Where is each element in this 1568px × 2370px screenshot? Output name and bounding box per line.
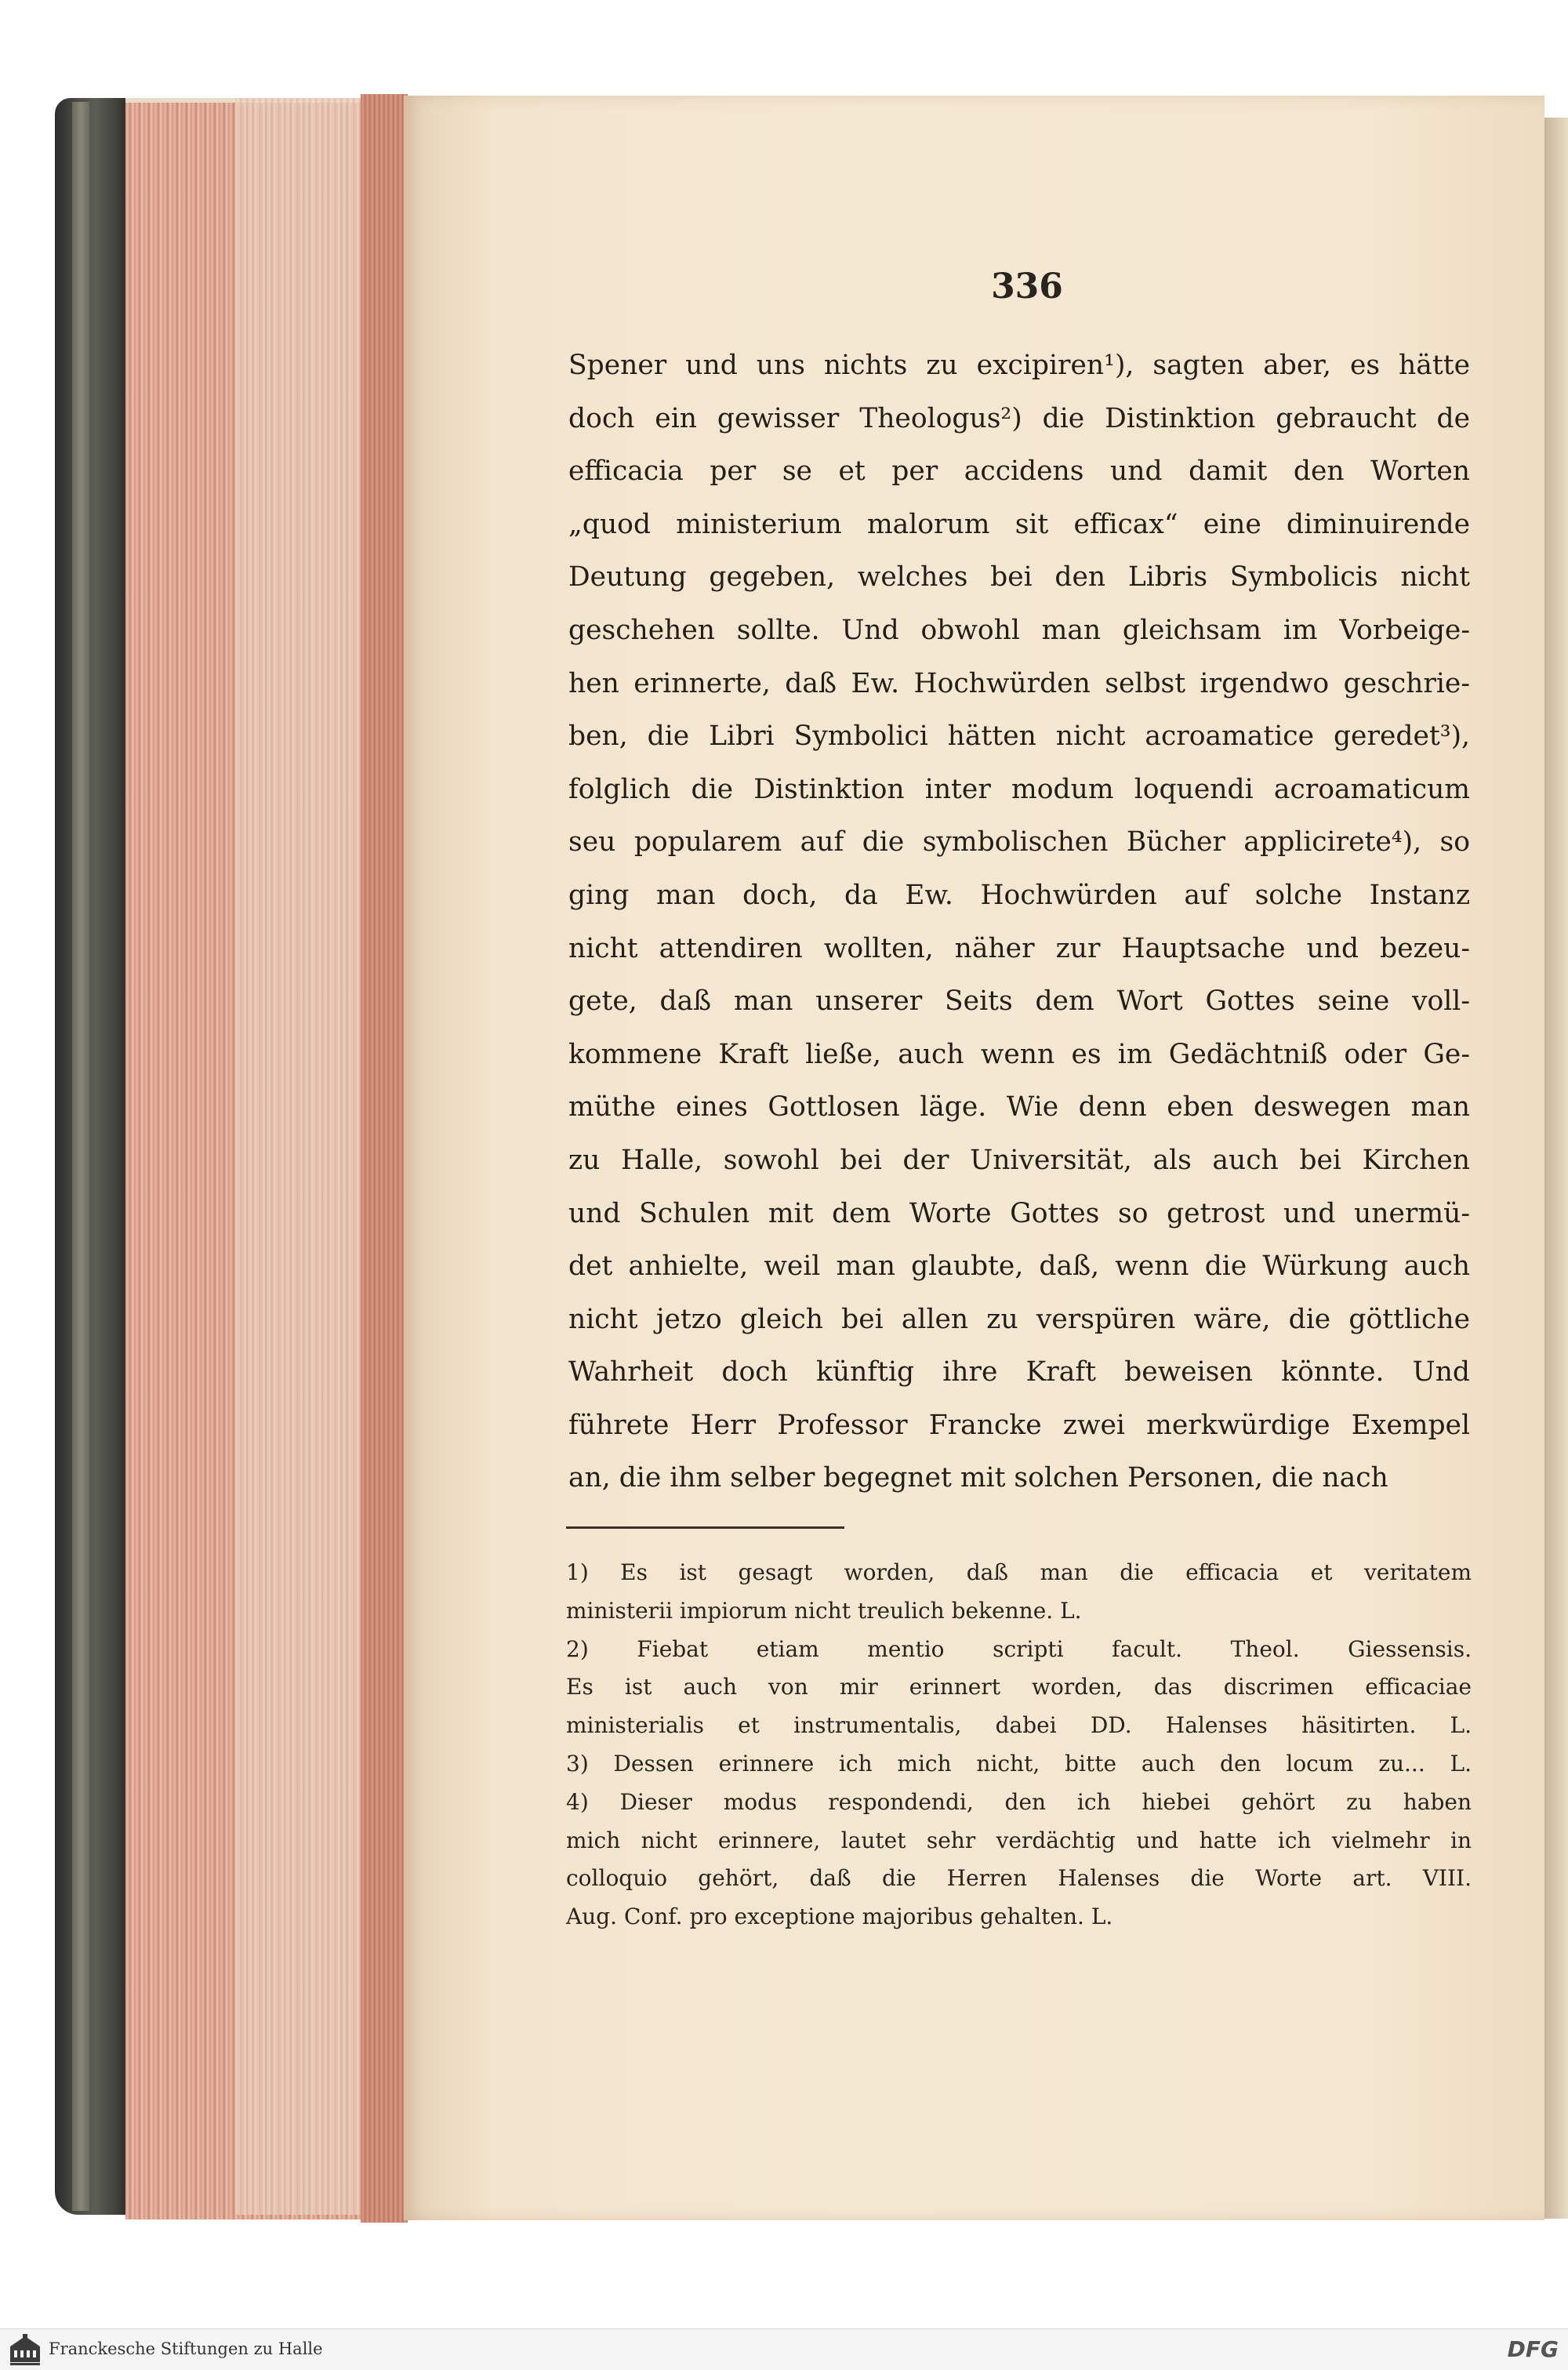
page-gutter bbox=[361, 94, 408, 2223]
book-cover-spine bbox=[55, 98, 129, 2215]
text-line: det anhielte, weil man glaubte, daß, wenn die Würkung auch bbox=[568, 1250, 1470, 1283]
footnote-line: ministerii impiorum nicht treulich bekenne. L. bbox=[566, 1597, 1082, 1624]
book-cover-edge bbox=[72, 102, 89, 2211]
text-line: hen erinnerte, daß Ew. Hochwürden selbst irgendwo geschrie- bbox=[568, 667, 1470, 699]
text-line: an, die ihm selber begegnet mit solchen Personen, die nach bbox=[568, 1462, 1388, 1494]
text-line: efficacia per se et per accidens und damit den Worten bbox=[568, 455, 1470, 488]
text-line: Deutung gegeben, welches bei den Libris Symbolicis nicht bbox=[568, 561, 1470, 593]
footnote-line: Aug. Conf. pro exceptione majoribus gehalten. L. bbox=[566, 1904, 1113, 1930]
text-line: müthe eines Gottlosen läge. Wie denn eben deswegen man bbox=[568, 1091, 1470, 1123]
text-line: Spener und uns nichts zu excipiren¹), sagten aber, es hätte bbox=[568, 350, 1470, 381]
attribution-bar bbox=[0, 2328, 1568, 2370]
page-number: 336 bbox=[991, 267, 1063, 307]
footnote-line: Es ist auch von mir erinnert worden, das discrimen efficaciae bbox=[566, 1674, 1472, 1700]
text-line: gete, daß man unserer Seits dem Wort Gottes seine voll- bbox=[568, 985, 1470, 1018]
footnote-line: 4) Dieser modus respondendi, den ich hiebei gehört zu haben bbox=[566, 1788, 1472, 1815]
text-line: „quod ministerium malorum sit efficax“ eine diminuirende bbox=[568, 508, 1470, 540]
footnote-line: 3) Dessen erinnere ich mich nicht, bitte auch den locum zu... L. bbox=[566, 1750, 1472, 1777]
text-line: Wahrheit doch künftig ihre Kraft beweisen könnte. Und bbox=[568, 1356, 1470, 1388]
text-line: seu popularem auf die symbolischen Bücher applicirete⁴), so bbox=[568, 826, 1470, 858]
text-line: führete Herr Professor Francke zwei merkwürdige Exempel bbox=[568, 1409, 1470, 1441]
footnotes bbox=[566, 1554, 1472, 1936]
footnote-divider bbox=[566, 1526, 844, 1529]
institution-logo-icon bbox=[8, 2332, 42, 2367]
text-line: ben, die Libri Symbolici hätten nicht acroamatice geredet³), bbox=[568, 720, 1470, 753]
text-line: geschehen sollte. Und obwohl man gleichsam im Vorbeige- bbox=[568, 614, 1470, 646]
facing-page-edge bbox=[1544, 118, 1568, 2219]
page-block-highlight bbox=[235, 98, 361, 2215]
footnote-line: colloquio gehört, daß die Herren Halenses die Worte art. VIII. bbox=[566, 1865, 1472, 1892]
body-text bbox=[568, 339, 1470, 1505]
text-line: ging man doch, da Ew. Hochwürden auf solche Instanz bbox=[568, 879, 1470, 911]
text-line: folglich die Distinktion inter modum loquendi acroamaticum bbox=[568, 773, 1470, 805]
footnote-line: 2) Fiebat etiam mentio scripti facult. Theol. Giessensis. bbox=[566, 1635, 1472, 1662]
footnote-line: mich nicht erinnere, lautet sehr verdächtig und hatte ich vielmehr in bbox=[566, 1827, 1472, 1853]
footnote-line: 1) Es ist gesagt worden, daß man die efficacia et veritatem bbox=[566, 1559, 1472, 1585]
text-line: zu Halle, sowohl bei der Universität, als auch bei Kirchen bbox=[568, 1144, 1470, 1176]
text-line: doch ein gewisser Theologus²) die Distinktion gebraucht de bbox=[568, 402, 1470, 434]
text-line: und Schulen mit dem Worte Gottes so getrost und unermü- bbox=[568, 1197, 1470, 1229]
text-line: kommene Kraft ließe, auch wenn es im Gedächtniß oder Ge- bbox=[568, 1038, 1470, 1070]
text-line: nicht jetzo gleich bei allen zu verspüren wäre, die göttliche bbox=[568, 1303, 1470, 1335]
text-line: nicht attendiren wollten, näher zur Hauptsache und bezeu- bbox=[568, 932, 1470, 964]
dfg-logo: DFG bbox=[1507, 2336, 1559, 2362]
footnote-line: ministerialis et instrumentalis, dabei DD. Halenses häsitirten. L. bbox=[566, 1712, 1472, 1739]
institution-credit: Franckesche Stiftungen zu Halle bbox=[49, 2339, 323, 2358]
